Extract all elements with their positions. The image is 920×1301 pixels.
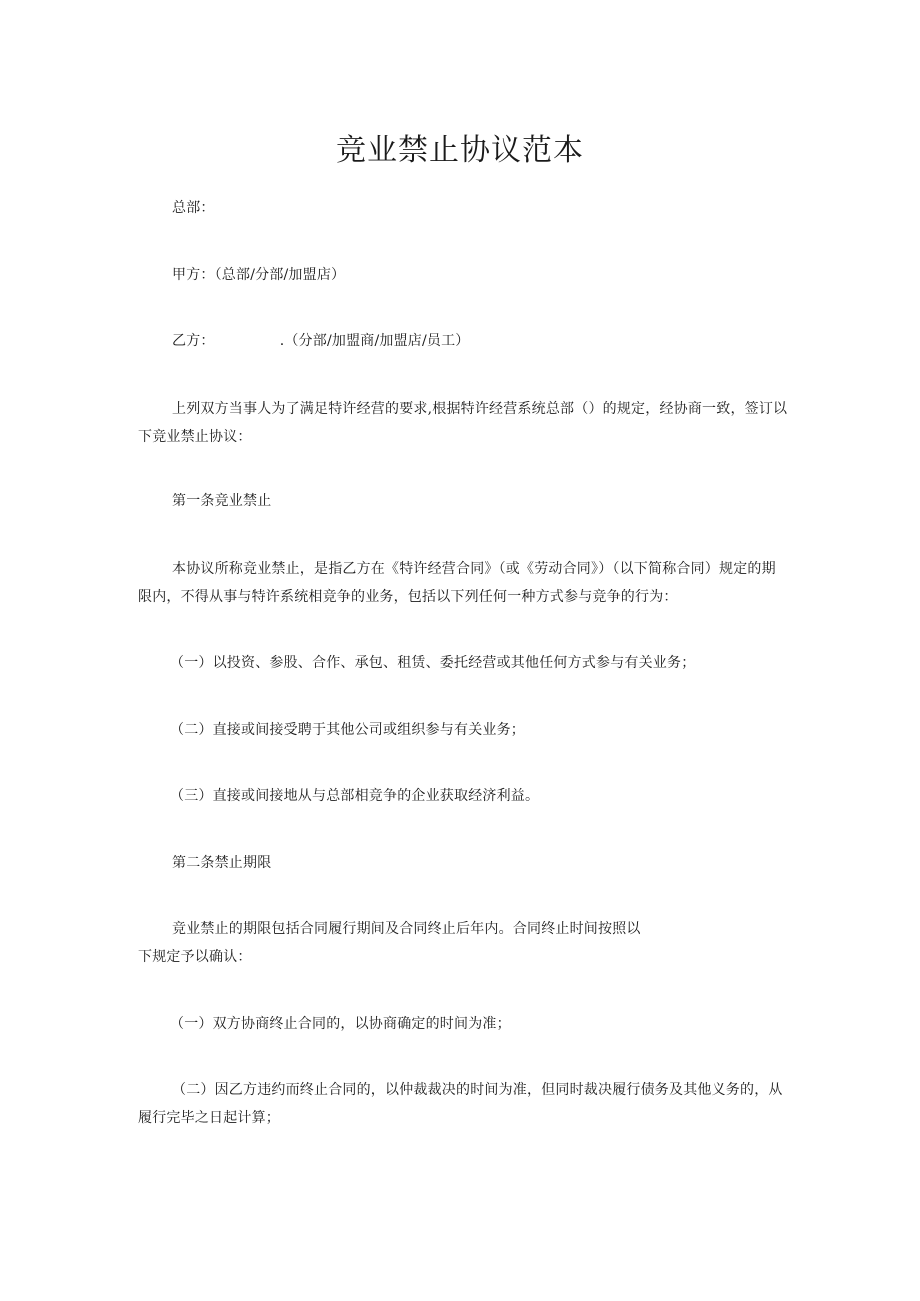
document-title: 竞业禁止协议范本 xyxy=(336,133,584,168)
article2-item-2: （二）因乙方违约而终止合同的，以仲裁裁决的时间为准，但同时裁决履行债务及其他义务的，从履行完毕之日起计算； xyxy=(138,1082,783,1126)
article2-item-1: （一）双方协商终止合同的，以协商确定的时间为准； xyxy=(170,1016,511,1032)
party-b-line: 乙方： .（分部/加盟商/加盟店/员工） xyxy=(172,333,470,349)
article1-item-3: （三）直接或间接地从与总部相竞争的企业获取经济利益。 xyxy=(170,788,540,804)
article2-body-line1: 竞业禁止的期限包括合同履行期间及合同终止后年内。合同终止时间按照以 xyxy=(172,921,641,937)
party-a-line: 甲方：（总部/分部/加盟店） xyxy=(172,267,346,283)
article2-body-line2: 下规定予以确认： xyxy=(138,949,252,965)
article2-heading: 第二条禁止期限 xyxy=(172,855,272,871)
article1-body: 本协议所称竞业禁止，是指乙方在《特许经营合同》（或《劳动合同》）（以下简称合同）规定的期限内，不得从事与特许系统相竞争的业务，包括以下列任何一种方式参与竞争的行为： xyxy=(138,561,776,605)
article1-item-2: （二）直接或间接受聘于其他公司或组织参与有关业务； xyxy=(170,722,525,738)
article1-heading: 第一条竞业禁止 xyxy=(172,493,272,509)
article1-item-1: （一）以投资、参股、合作、承包、租赁、委托经营或其他任何方式参与有关业务； xyxy=(170,655,696,671)
intro-paragraph: 上列双方当事人为了满足特许经营的要求,根据特许经营系统总部（）的规定，经协商一致，签订以下竞业禁止协议： xyxy=(138,401,788,445)
headquarters-label: 总部： xyxy=(172,200,215,216)
